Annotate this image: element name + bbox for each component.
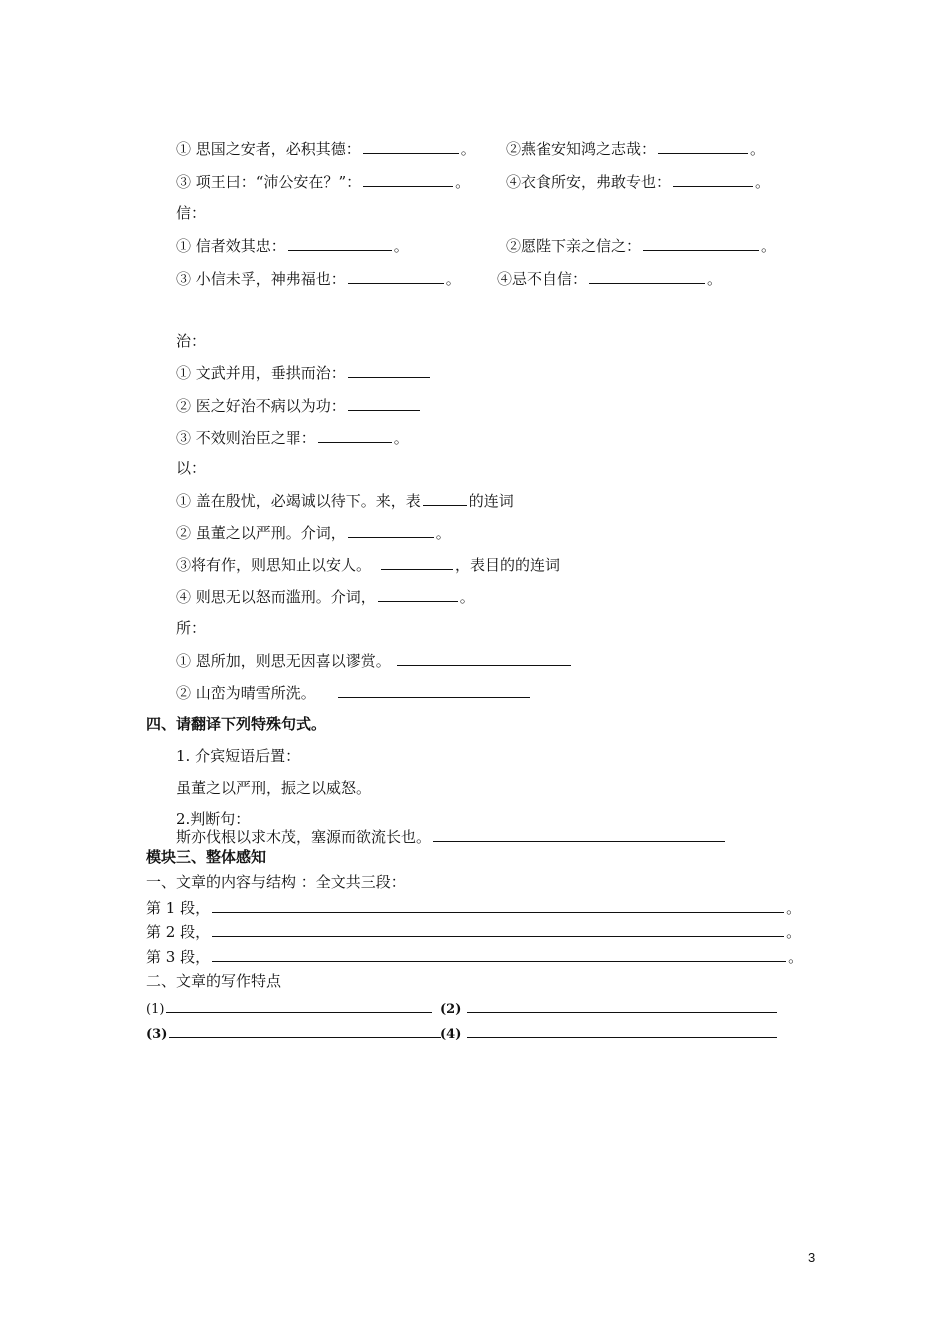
punct: 。: [750, 140, 766, 158]
item-text: 第 1 段，: [146, 899, 211, 917]
item-text: ② 山峦为晴雪所洗。: [176, 684, 316, 702]
answer-blank[interactable]: [288, 235, 392, 251]
answer-blank[interactable]: [338, 682, 530, 698]
item-text: 斯亦伐根以求木茂，塞源而欲流长也。: [176, 828, 432, 846]
feature-4-row: [440, 1022, 779, 1045]
xin-heading: 信：: [176, 204, 207, 222]
item-text: ① 思国之安者，必积其德：: [176, 140, 361, 158]
item-text: ，表目的的连词: [455, 556, 561, 574]
yi-heading: 以：: [176, 459, 207, 477]
punct: 。: [460, 140, 476, 158]
item-text: 的连词: [468, 492, 514, 510]
module-3-title: 模块三、整体感知: [146, 848, 267, 866]
item-text: ②燕雀安知鸿之志哉：: [506, 140, 657, 158]
suo-heading: 所：: [176, 619, 207, 637]
answer-blank[interactable]: [673, 171, 753, 187]
item-number: (2): [440, 1002, 462, 1017]
yi-item-3: [176, 554, 560, 575]
answer-blank[interactable]: [378, 586, 458, 602]
item-text: ④ 则思无以怒而滥刑。介词，: [176, 588, 376, 606]
answer-blank[interactable]: [363, 171, 453, 187]
page-number: 3: [808, 1250, 816, 1265]
punct: 。: [786, 899, 802, 917]
answer-blank[interactable]: [166, 997, 432, 1013]
paragraph-1-row: [146, 897, 801, 918]
xin-prev-row-2b: [506, 171, 770, 192]
answer-blank[interactable]: [467, 1022, 777, 1038]
answer-blank[interactable]: [423, 490, 467, 506]
xin-row-1: [176, 235, 409, 256]
item-text: ③ 小信未孚，神弗福也：: [176, 270, 346, 288]
xin-prev-row-2: [176, 171, 470, 192]
answer-blank[interactable]: [212, 946, 786, 962]
feature-2-row: [440, 997, 779, 1020]
item-text: ① 文武并用，垂拱而治：: [176, 364, 346, 382]
zhi-item-3: [176, 427, 409, 448]
answer-blank[interactable]: [348, 395, 420, 411]
answer-blank[interactable]: [348, 268, 444, 284]
section-4-sentence-1: 虽董之以严刑，振之以威怒。: [176, 779, 372, 797]
item-text: ③ 项王曰：“沛公安在？”：: [176, 173, 362, 191]
punct: 。: [445, 270, 461, 288]
section-4-title: 四、请翻译下列特殊句式。: [146, 715, 327, 733]
answer-blank[interactable]: [589, 268, 705, 284]
paragraph-2-row: [146, 921, 801, 942]
punct: 。: [455, 173, 471, 191]
punct: 。: [788, 948, 804, 966]
zhi-item-2: [176, 395, 422, 416]
answer-blank[interactable]: [212, 921, 784, 937]
zhi-heading: 治：: [176, 332, 207, 350]
punct: 。: [435, 524, 451, 542]
punct: 。: [459, 588, 475, 606]
feature-3-row: [146, 1022, 443, 1045]
item-text: ③ 不效则治臣之罪：: [176, 429, 316, 447]
answer-blank[interactable]: [363, 138, 459, 154]
yi-item-2: [176, 522, 451, 543]
answer-blank[interactable]: [397, 650, 571, 666]
punct: 。: [786, 923, 802, 941]
zhi-item-1: [176, 362, 432, 383]
xin-row-2b: [497, 268, 722, 289]
answer-blank[interactable]: [169, 1022, 441, 1038]
item-text: ① 盖在殷忧，必竭诚以待下。来，表: [176, 492, 421, 510]
answer-blank[interactable]: [643, 235, 759, 251]
item-number: (3): [146, 1027, 168, 1042]
answer-blank[interactable]: [348, 362, 430, 378]
item-text: 第 3 段，: [146, 948, 211, 966]
module-3-part-2: 二、文章的写作特点: [146, 972, 282, 990]
item-text: ② 医之好治不病以为功：: [176, 397, 346, 415]
yi-item-4: [176, 586, 475, 607]
item-text: ④衣食所安，弗敢专也：: [506, 173, 672, 191]
item-text: ②愿陛下亲之信之：: [506, 237, 642, 255]
punct: 。: [755, 173, 771, 191]
item-text: ① 信者效其忠：: [176, 237, 286, 255]
punct: 。: [393, 429, 409, 447]
section-4-sub-1: 1. 介宾短语后置：: [176, 747, 301, 765]
suo-item-1: [176, 650, 573, 671]
answer-blank[interactable]: [318, 427, 392, 443]
feature-1-row: [146, 997, 434, 1020]
xin-prev-row-1: [176, 138, 476, 159]
section-4-sentence-2-row: [176, 826, 727, 847]
punct: 。: [393, 237, 409, 255]
xin-row-2: [176, 268, 461, 289]
item-text: ④忌不自信：: [497, 270, 588, 288]
xin-prev-row-1b: [506, 138, 765, 159]
punct: 。: [707, 270, 723, 288]
item-number: (1): [146, 1002, 165, 1017]
item-text: ③将有作，则思知止以安人。: [176, 556, 372, 574]
answer-blank[interactable]: [658, 138, 748, 154]
suo-item-2: [176, 682, 532, 703]
answer-blank[interactable]: [348, 522, 434, 538]
answer-blank[interactable]: [433, 826, 725, 842]
punct: 。: [761, 237, 777, 255]
module-3-part-1: 一、文章的内容与结构 ：全文共三段：: [146, 873, 406, 891]
item-number: (4): [440, 1027, 462, 1042]
section-4-sub-2: 2.判断句：: [176, 810, 251, 828]
item-text: ① 恩所加，则思无因喜以谬赏。: [176, 652, 391, 670]
xin-row-1b: [506, 235, 776, 256]
item-text: 第 2 段，: [146, 923, 211, 941]
answer-blank[interactable]: [381, 554, 453, 570]
answer-blank[interactable]: [467, 997, 777, 1013]
item-text: ② 虽董之以严刑。介词，: [176, 524, 346, 542]
paragraph-3-row: [146, 946, 803, 967]
answer-blank[interactable]: [212, 897, 784, 913]
yi-item-1: [176, 490, 514, 511]
